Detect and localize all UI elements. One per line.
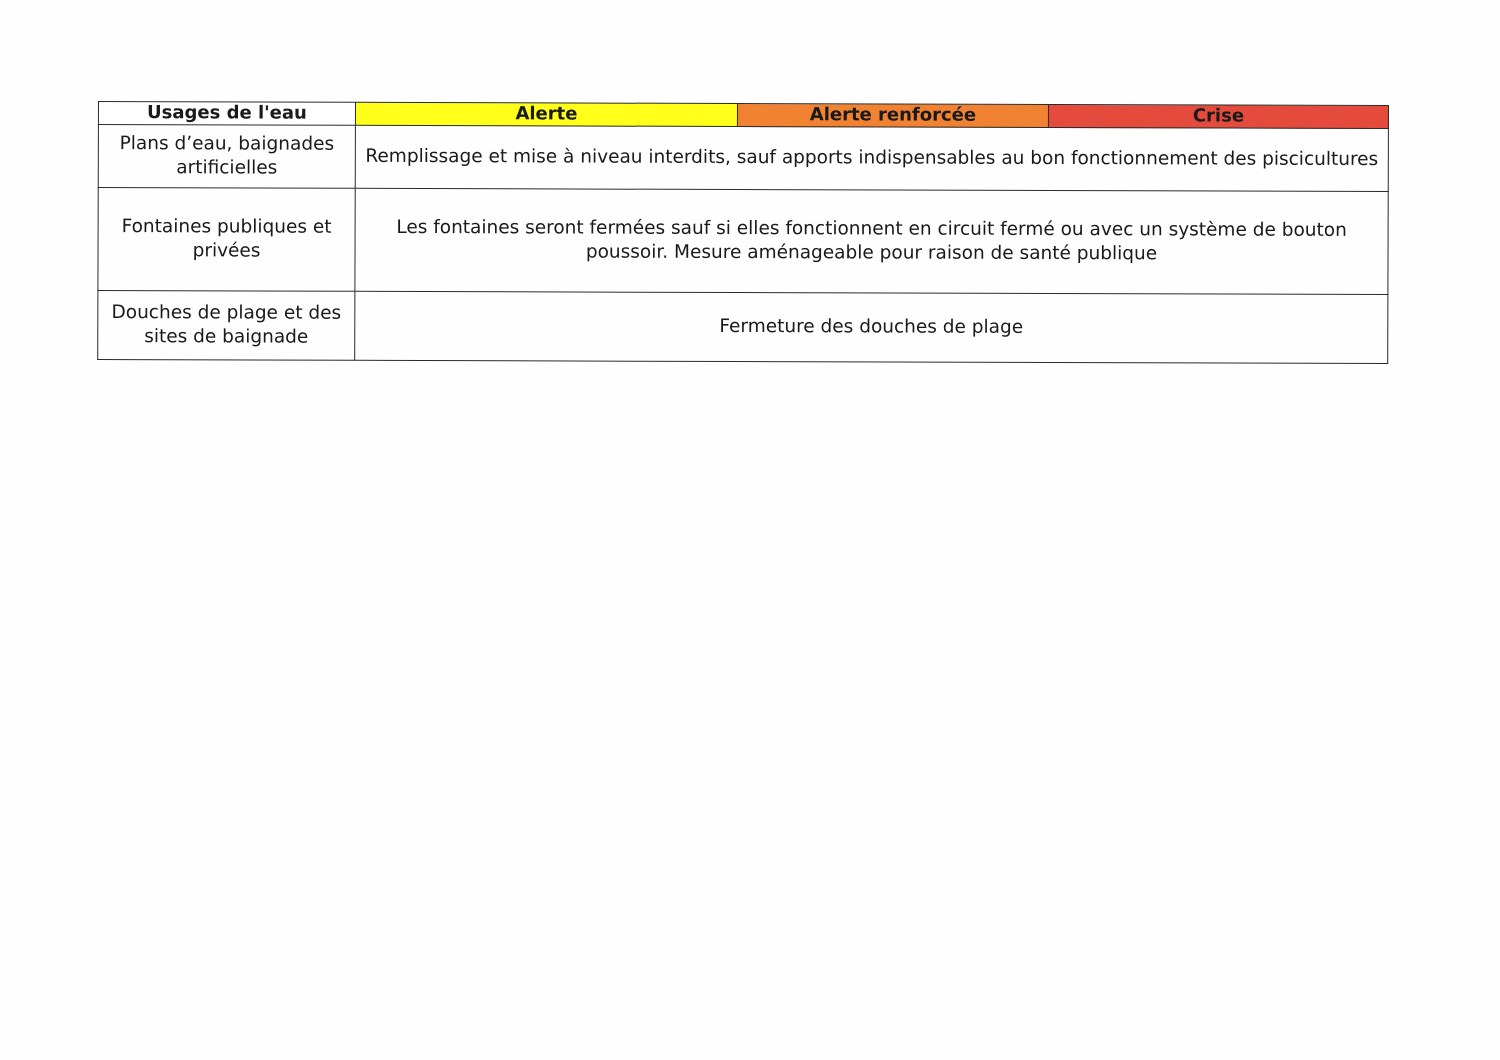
measure-cell: Remplissage et mise à niveau interdits, sauf apports indispensables au bon fonctionnement des piscicultures bbox=[355, 125, 1388, 191]
table-row bbox=[98, 188, 1388, 295]
table-row bbox=[98, 125, 1388, 192]
usage-cell: Fontaines publiques et privées bbox=[98, 188, 355, 292]
measure-cell: Les fontaines seront fermées sauf si elles fonctionnent en circuit fermé ou avec un système de bouton poussoir. Mesure aménageable pour raison de santé publique bbox=[355, 188, 1388, 294]
header-crise: Crise bbox=[1048, 104, 1388, 128]
table-row bbox=[98, 291, 1388, 364]
header-alerte: Alerte bbox=[355, 102, 737, 126]
usage-cell: Douches de plage et des sites de baignade bbox=[98, 291, 355, 361]
water-restrictions-table bbox=[97, 101, 1389, 364]
measure-cell: Fermeture des douches de plage bbox=[355, 291, 1388, 363]
header-alerte-renforcee: Alerte renforcée bbox=[737, 104, 1048, 128]
usage-cell: Plans d’eau, baignades artificielles bbox=[98, 125, 355, 189]
header-usage: Usages de l'eau bbox=[98, 102, 355, 126]
